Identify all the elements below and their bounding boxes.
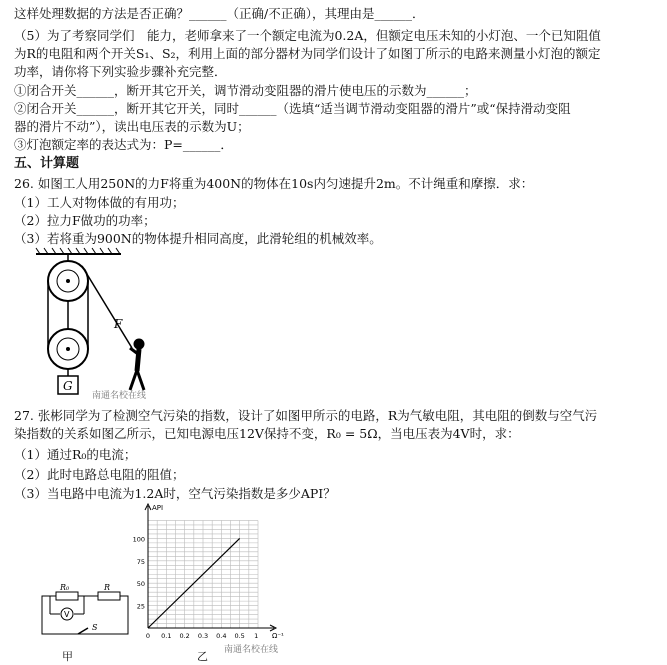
weight-label: G (63, 379, 73, 393)
watermark-2: 南通名校在线 (224, 645, 279, 655)
x-tick-label: 0.4 (216, 632, 227, 640)
x-tick-label: 0.1 (161, 632, 172, 640)
circuit-caption: 甲 (62, 650, 73, 663)
text-line-2: （5）为了考察同学们 能力，老师拿来了一个额定电流为0.2A，但额定电压未知的小灯泡、一个已知阻值 (14, 28, 601, 43)
text-line-7: 器的滑片不动”），读出电压表的示数为U； (14, 119, 250, 134)
q26-part-1: （1）工人对物体做的有用功； (14, 195, 185, 210)
api-chart (128, 504, 284, 644)
q27-part-3: （3）当电路中电流为1.2A时，空气污染指数是多少API？ (14, 486, 336, 501)
q26-part-2: （2）拉力F做功的功率； (14, 213, 156, 228)
x-tick-label: 1 (254, 632, 259, 640)
x-tick-label: 0.5 (234, 632, 245, 640)
y-tick-label: 25 (136, 602, 145, 611)
r0-label: R₀ (60, 583, 70, 592)
worker-figure (130, 339, 144, 390)
text-line-1: 这样处理数据的方法是否正确？______（正确/不正确），其理由是______． (14, 6, 425, 21)
resistor-r (98, 592, 120, 600)
watermark-1: 南通名校在线 (92, 391, 147, 401)
x-tick-label: 0.2 (179, 632, 190, 640)
x-tick-label: 0 (145, 632, 151, 640)
question-27: 27. 张彬同学为了检测空气污染的指数，设计了如图甲所示的电路，R为气敏电阻，其电阻的倒数与空气污 (14, 408, 598, 423)
voltmeter-label: V (64, 610, 70, 619)
y-tick-label: 75 (136, 557, 145, 566)
text-line-5: ①闭合开关______，断开其它开关，调节滑动变阻器的滑片使电压的示数为______； (14, 83, 477, 98)
switch-label: S (92, 623, 98, 632)
y-tick-label: 100 (132, 535, 145, 544)
text-line-8: ③灯泡额定率的表达式为：P=______． (14, 137, 233, 152)
q27-part-2: （2）此时电路总电阻的阻值； (14, 467, 185, 482)
chart-caption: 乙 (197, 650, 208, 663)
question-26: 26. 如图工人用250N的力F将重为400N的物体在10s内匀速提升2m。不计绳重和摩擦．求： (14, 176, 534, 191)
text-line-3: 为R的电阻和两个开关S₁、S₂，利用上面的部分器材为同学们设计了如图丁所示的电路来测量小灯泡的额定 (14, 46, 601, 61)
x-axis-label: Ω⁻¹ (272, 632, 284, 640)
pull-rope (82, 266, 132, 348)
circuit-diagram (38, 582, 138, 642)
pulley-figure (36, 248, 206, 398)
section-heading: 五、计算题 (14, 156, 80, 171)
q27-part-1: （1）通过R₀的电流； (14, 447, 137, 462)
switch (78, 628, 88, 634)
r-label: R (104, 583, 111, 592)
q26-part-3: （3）若将重为900N的物体提升相同高度，此滑轮组的机械效率。 (14, 231, 382, 246)
text-line-6: ②闭合开关______，断开其它开关，同时______（选填“适当调节滑动变阻器的滑片”或“保持滑动变阻 (14, 101, 571, 116)
x-tick-label: 0.3 (197, 632, 209, 640)
y-tick-label: 50 (136, 580, 145, 589)
resistor-r0 (56, 592, 78, 600)
q27-line-2: 染指数的关系如图乙所示，已知电源电压12V保持不变，R₀ = 5Ω，当电压表为4V时，求： (14, 426, 520, 441)
y-axis-label: API (152, 504, 164, 512)
text-line-4: 功率，请你将下列实验步骤补充完整． (14, 64, 227, 79)
force-label: F (114, 317, 123, 331)
